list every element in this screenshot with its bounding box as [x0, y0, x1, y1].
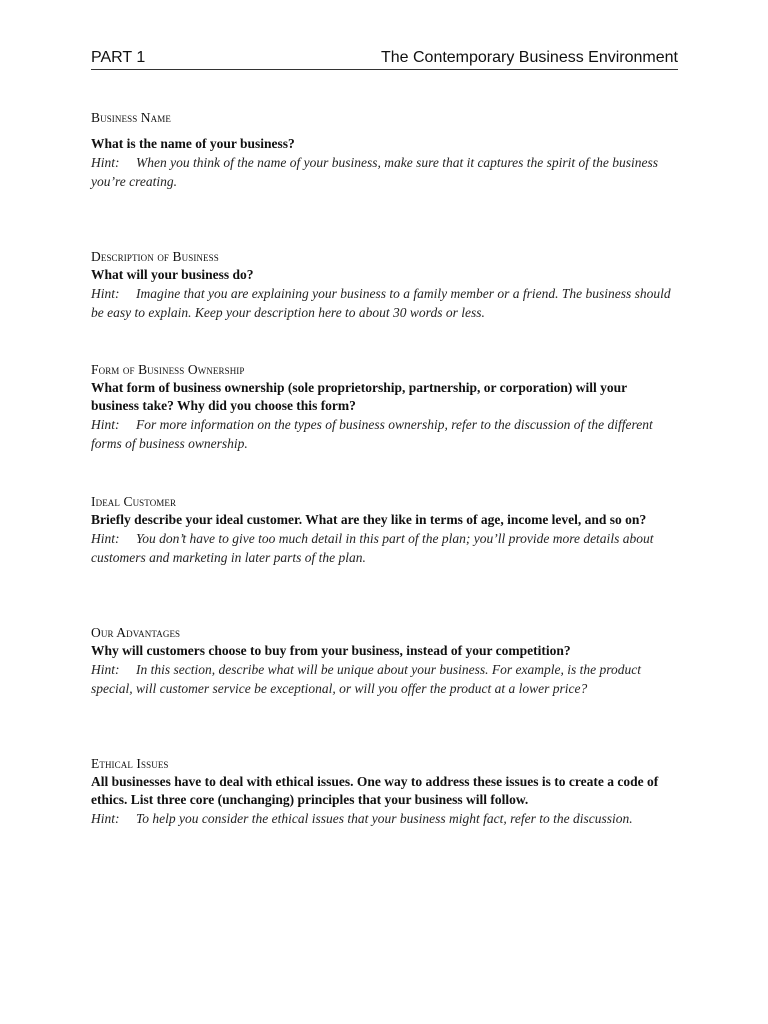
hint-text: In this section, describe what will be unique about your business. For example, is the product special, will customer service be exceptional, or will you offer the product at a lower price?: [91, 662, 641, 696]
hint-text: When you think of the name of your business, make sure that it captures the spirit of the business you’re creating.: [91, 155, 659, 189]
hint-label: Hint:: [91, 286, 120, 301]
section-our-advantages: [91, 624, 678, 755]
section-question: Why will customers choose to buy from your business, instead of your competition?: [91, 643, 571, 658]
section-ideal-customer: [91, 493, 678, 624]
section-question: What is the name of your business?: [91, 136, 295, 151]
section-title: Ethical Issues: [91, 756, 169, 771]
section-form-of-business-ownership: [91, 361, 678, 493]
section-business-name: [91, 109, 678, 248]
section-title: Our Advantages: [91, 625, 181, 640]
section-hint: [91, 153, 678, 191]
section-hint: [91, 284, 678, 322]
hint-text: Imagine that you are explaining your business to a family member or a friend. The business should be easy to explain. Keep your description here to about 30 words or less.: [91, 286, 671, 320]
section-ethical-issues: [91, 755, 678, 855]
hint-text: For more information on the types of business ownership, refer to the discussion of the different forms of business ownership.: [91, 417, 653, 451]
section-question: Briefly describe your ideal customer. What are they like in terms of age, income level, and so on?: [91, 512, 647, 527]
hint-label: Hint:: [91, 417, 120, 432]
business-plan-worksheet: [91, 109, 678, 855]
section-question: What form of business ownership (sole proprietorship, partnership, or corporation) will your business take? Why did you choose this form?: [91, 380, 627, 413]
section-question: What will your business do?: [91, 267, 254, 282]
section-hint: [91, 415, 678, 453]
section-question: All businesses have to deal with ethical issues. One way to address these issues is to create a code of ethics. List three core (unchanging) principles that your business will follow.: [91, 774, 659, 807]
hint-label: Hint:: [91, 811, 120, 826]
section-hint: [91, 660, 678, 698]
part-label: PART 1: [91, 49, 146, 66]
section-title: Form of Business Ownership: [91, 362, 245, 377]
hint-label: Hint:: [91, 155, 120, 170]
section-hint: [91, 809, 678, 828]
section-title: Description of Business: [91, 249, 219, 264]
page-header: [91, 45, 678, 70]
section-description-of-business: [91, 248, 678, 361]
section-title: Business Name: [91, 110, 171, 125]
hint-text: To help you consider the ethical issues that your business might fact, refer to the discussion.: [136, 811, 633, 826]
hint-label: Hint:: [91, 662, 120, 677]
hint-text: You don’t have to give too much detail in this part of the plan; you’ll provide more details about customers and marketing in later parts of the plan.: [91, 531, 654, 565]
section-title: Ideal Customer: [91, 494, 177, 509]
section-hint: [91, 529, 678, 567]
chapter-title: The Contemporary Business Environment: [380, 49, 678, 66]
hint-label: Hint:: [91, 531, 120, 546]
